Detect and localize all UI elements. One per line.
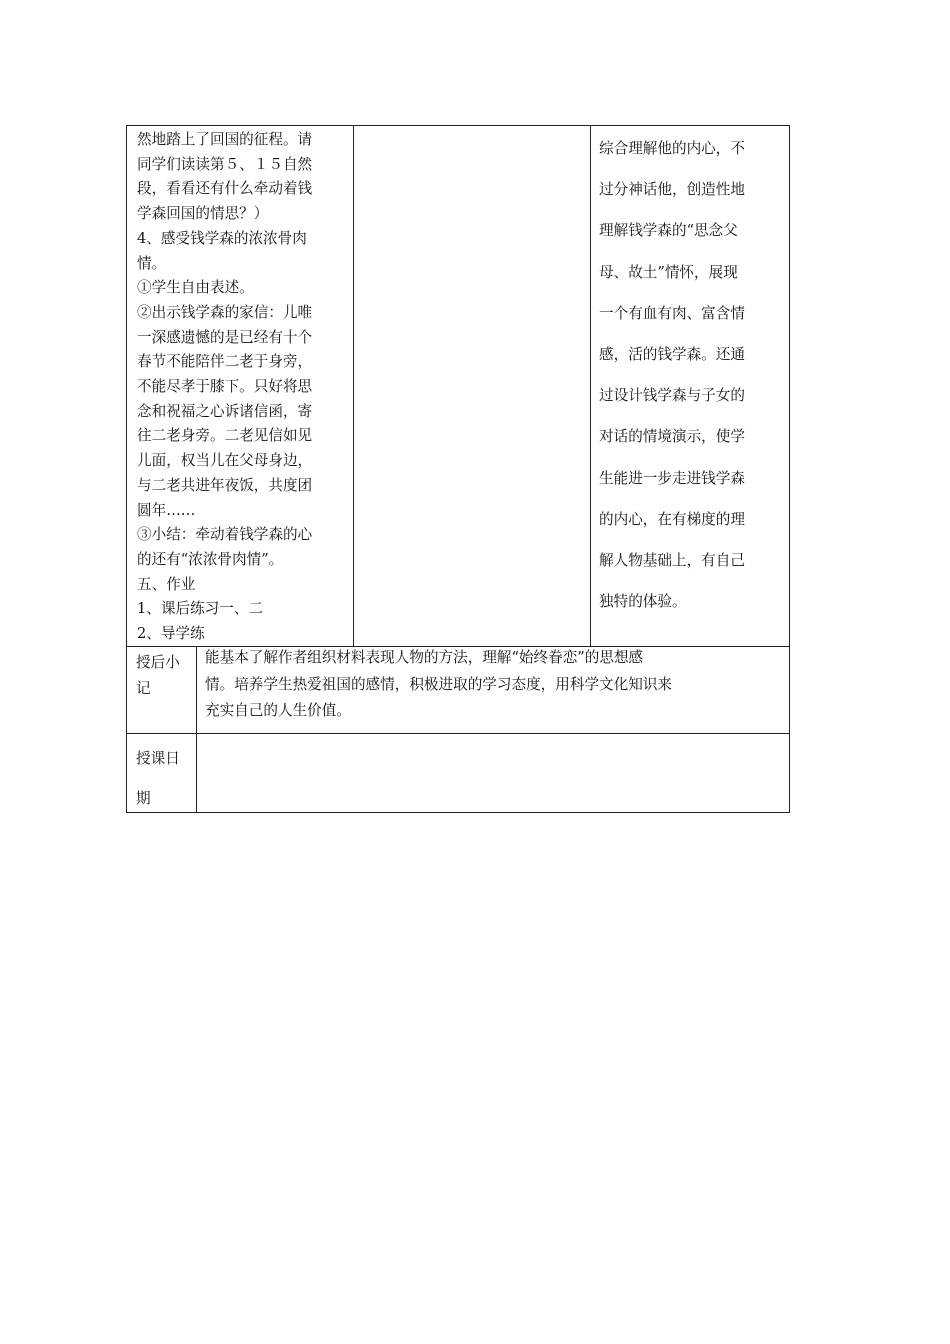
design-intent-line: 过分神话他，创造性地: [599, 181, 745, 199]
student-activity-cell: [354, 126, 590, 646]
column-divider-2: [590, 126, 591, 646]
reflection-notes: [205, 645, 672, 725]
design-intent-line: 综合理解他的内心，不: [599, 140, 745, 157]
procedure-line: 情。: [137, 254, 167, 272]
reflection-line: 能基本了解作者组织材料表现人物的方法，理解“始终眷恋”的思想感: [205, 649, 644, 666]
procedure-line: 然地踏上了回国的征程。请: [137, 131, 313, 148]
teaching-date-label: 授课日 期: [136, 750, 180, 807]
design-intent-line: 理解钱学森的“思念父: [599, 222, 738, 240]
procedure-line: 儿面，权当儿在父母身边，: [137, 452, 313, 470]
procedure-line: 同学们读读第５、１５自然: [137, 155, 313, 173]
design-intent-line: 解人物基础上，有自己: [599, 552, 745, 570]
procedure-line: 的还有“浓浓骨肉情”。: [137, 550, 284, 568]
procedure-line: 念和祝福之心诉诸信函，寄: [137, 402, 313, 420]
reflection-line: 充实自己的人生价值。: [205, 702, 351, 719]
lesson-plan-table: [126, 125, 790, 813]
design-intent-line: 母、故土”情怀，展现: [599, 263, 738, 281]
procedure-line: 学森回国的情思？）: [137, 205, 269, 223]
label-column-divider: [196, 646, 197, 812]
procedure-line: 与二老共进年夜饭，共度团: [137, 476, 313, 494]
design-intent-line: 过设计钱学森与子女的: [599, 387, 745, 405]
procedure-line: 2、导学练: [137, 625, 205, 643]
procedure-line: 段，看看还有什么牵动着钱: [137, 180, 313, 198]
procedure-line: 4、感受钱学森的浓浓骨肉: [137, 229, 307, 247]
reflection-label: 授后小 记: [136, 654, 180, 697]
design-intent-line: 感，活的钱学森。还通: [599, 346, 745, 364]
procedure-cell: [137, 128, 351, 647]
design-intent-line: 独特的体验。: [599, 593, 687, 611]
reflection-line: 情。培养学生热爱祖国的感情，积极进取的学习态度，用科学文化知识来: [205, 675, 673, 693]
procedure-line: ②出示钱学森的家信：儿唯: [137, 303, 313, 321]
procedure-line: ③小结：牵动着钱学森的心: [137, 526, 313, 544]
procedure-line: 圆年……: [137, 501, 196, 519]
procedure-line: 春节不能陪伴二老于身旁，: [137, 353, 313, 371]
design-intent-cell: [599, 128, 789, 622]
procedure-line: 不能尽孝于膝下。只好将思: [137, 378, 313, 396]
procedure-line: 往二老身旁。二老见信如见: [137, 427, 313, 445]
design-intent-line: 一个有血有肉、富含情: [599, 304, 745, 322]
procedure-line: ①学生自由表述。: [137, 279, 254, 297]
procedure-line: 一深感遗憾的是已经有十个: [137, 328, 313, 346]
design-intent-line: 的内心，在有梯度的理: [599, 510, 745, 528]
procedure-line: 1、课后练习一、二: [137, 600, 264, 618]
procedure-line: 五、作业: [137, 575, 196, 593]
design-intent-line: 对话的情境演示，使学: [599, 428, 745, 446]
row-divider-2: [127, 733, 789, 734]
design-intent-line: 生能进一步走进钱学森: [599, 469, 745, 487]
